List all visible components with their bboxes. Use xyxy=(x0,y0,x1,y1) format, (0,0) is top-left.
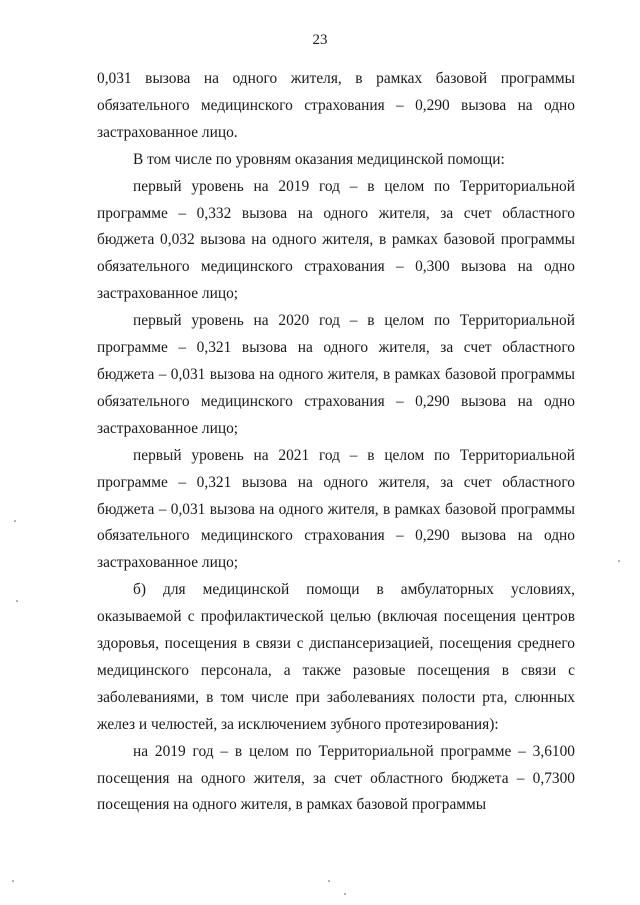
paragraph-level-2021: первый уровень на 2021 год – в целом по Территориальной программе – 0,321 вызова на одного жителя, за счет областного бюджета – 0,031 вызова на одного жителя, в рамках базовой программы обязательного медицинского страхования – 0,290 вызова на одно застрахованное лицо; xyxy=(97,446,575,572)
scan-speck xyxy=(14,520,16,522)
scan-speck xyxy=(344,893,346,895)
paragraph-level-2019: первый уровень на 2019 год – в целом по Территориальной программе – 0,332 вызова на одного жителя, за счет областного бюджета 0,032 вызова на одного жителя, в рамках базовой программы обязательного медицинского страхования – 0,300 вызова на одно застрахованное лицо; xyxy=(97,177,575,303)
paragraph-item-b: б) для медицинской помощи в амбулаторных условиях, оказываемой с профилактической целью (включая посещения центров здоровья, посещения в связи с диспансеризацией, посещения среднего медицинского персонала, а также разовые посещения в связи с заболеваниями, в том числе при заболеваниях полости рта, слюнных желез и челюстей, за исключением зубного протезирования): xyxy=(97,581,575,733)
scan-speck xyxy=(16,600,18,602)
scan-speck xyxy=(618,560,620,562)
page-number: 23 xyxy=(312,32,328,48)
scan-speck xyxy=(328,880,330,882)
paragraph-levels-intro: В том числе по уровням оказания медицинской помощи: xyxy=(133,150,505,168)
paragraph-continuation: 0,031 вызова на одного жителя, в рамках базовой программы обязательного медицинского страхования – 0,290 вызова на одно застрахованное лицо. xyxy=(97,70,575,141)
document-body xyxy=(97,66,575,819)
paragraph-level-2020: первый уровень на 2020 год – в целом по Территориальной программе – 0,321 вызова на одного жителя, за счет областного бюджета – 0,031 вызова на одного жителя, в рамках базовой программы обязательного медицинского страхования – 0,290 вызова на одно застрахованное лицо; xyxy=(97,312,575,437)
scan-speck xyxy=(12,880,14,882)
paragraph-2019-visits: на 2019 год – в целом по Территориальной программе – 3,6100 посещения на одного жителя, за счет областного бюджета – 0,7300 посещения на одного жителя, в рамках базовой программы xyxy=(97,742,575,814)
